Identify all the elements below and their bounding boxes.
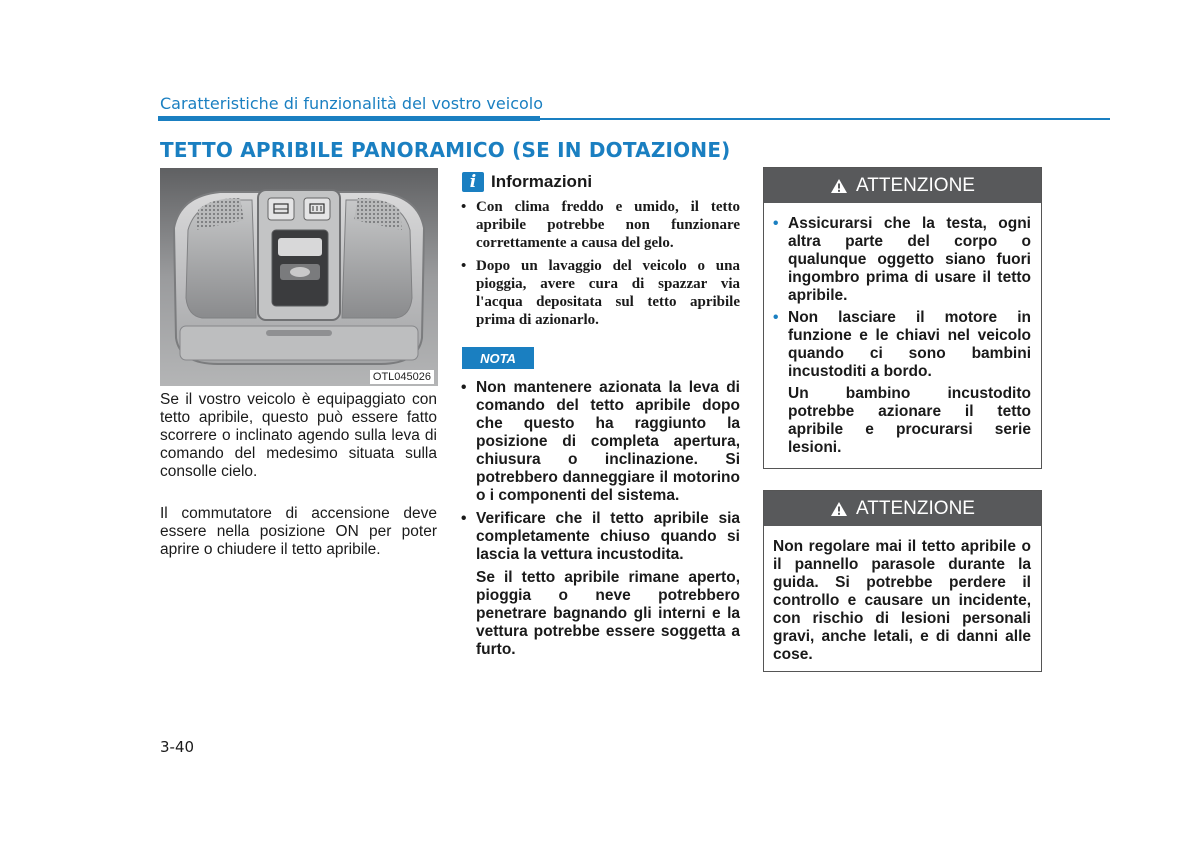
warning-item-text: • Assicurarsi che la testa, ogni altra parte del corpo o qualunque oggetto siano fuori ingombro prima di usare il tetto apribile.: [788, 215, 1031, 304]
main-heading: TETTO APRIBILE PANORAMICO (SE IN DOTAZIONE): [160, 138, 731, 162]
warning-item-text: Un bambino incustodito potrebbe azionare il tetto apribile e procurarsi serie lesioni.: [788, 385, 1031, 456]
nota-item-text: Se il tetto apribile rimane aperto, pioggia o neve potrebbero penetrare bagnando gli interni e la vettura potrebbe essere soggetta a furto.: [476, 569, 740, 658]
photo-code: OTL045026: [370, 370, 434, 384]
header-rule-thick: [158, 116, 540, 121]
section-title: Caratteristiche di funzionalità del vostro veicolo: [160, 94, 544, 113]
page-number: 3-40: [160, 738, 195, 756]
intro-paragraph: Se il vostro veicolo è equipaggiato con tetto apribile, questo può essere fatto scorrere o inclinato agendo sulla leva di comando del medesimo situata sulla consolle cielo.: [160, 391, 437, 480]
warning-title: ATTENZIONE: [856, 174, 975, 196]
warning-header: [764, 491, 1041, 526]
warning-triangle-icon: [830, 178, 848, 194]
info-item: • Con clima freddo e umido, il tetto apribile potrebbe non funzionare correttamente a causa del gelo.: [460, 198, 740, 252]
info-item: • Dopo un lavaggio del veicolo o una pioggia, avere cura di spazzar via l'acqua depositata sul tetto apribile prima di azionarlo.: [460, 257, 740, 329]
warning-body: Non regolare mai il tetto apribile o il pannello parasole durante la guida. Si potrebbe perdere il controllo e causare un incidente, con rischio di lesioni personali gravi, anche letali, e di danni alle cose.: [773, 538, 1031, 663]
nota-item-text: • Non mantenere azionata la leva di comando del tetto apribile dopo che questo ha raggiunto la posizione di completa apertura, chiusura o inclinazione. Si potrebbero danneggiare il motorino o i componenti del sistema.: [476, 379, 740, 504]
warning-item: [772, 215, 1031, 305]
overhead-console-illustration: [160, 168, 438, 386]
nota-badge: NOTA: [462, 347, 534, 369]
ignition-paragraph: Il commutatore di accensione deve essere nella posizione ON per poter aprire o chiudere il tetto apribile.: [160, 505, 437, 558]
info-icon: i: [462, 172, 484, 192]
header-rule-thin: [540, 118, 1110, 120]
nota-list: [460, 379, 740, 664]
warning-item: [772, 309, 1031, 457]
warning-box-2: [763, 490, 1042, 672]
nota-item: [460, 510, 740, 659]
warning-header: [764, 168, 1041, 203]
warning-item-text: • Non lasciare il motore in funzione e le chiavi nel veicolo quando ci sono bambini incustoditi a bordo.: [788, 309, 1031, 380]
warning-list: [764, 203, 1041, 457]
overhead-console-photo: [160, 168, 438, 386]
warning-box-1: [763, 167, 1042, 469]
warning-triangle-icon: [830, 501, 848, 517]
info-header: [462, 172, 592, 192]
nota-item-text: • Verificare che il tetto apribile sia completamente chiuso quando si lascia la vettura incustodita.: [476, 510, 740, 563]
info-list: [460, 198, 740, 334]
warning-title: ATTENZIONE: [856, 497, 975, 519]
info-title: Informazioni: [491, 172, 593, 191]
nota-item: [460, 379, 740, 505]
